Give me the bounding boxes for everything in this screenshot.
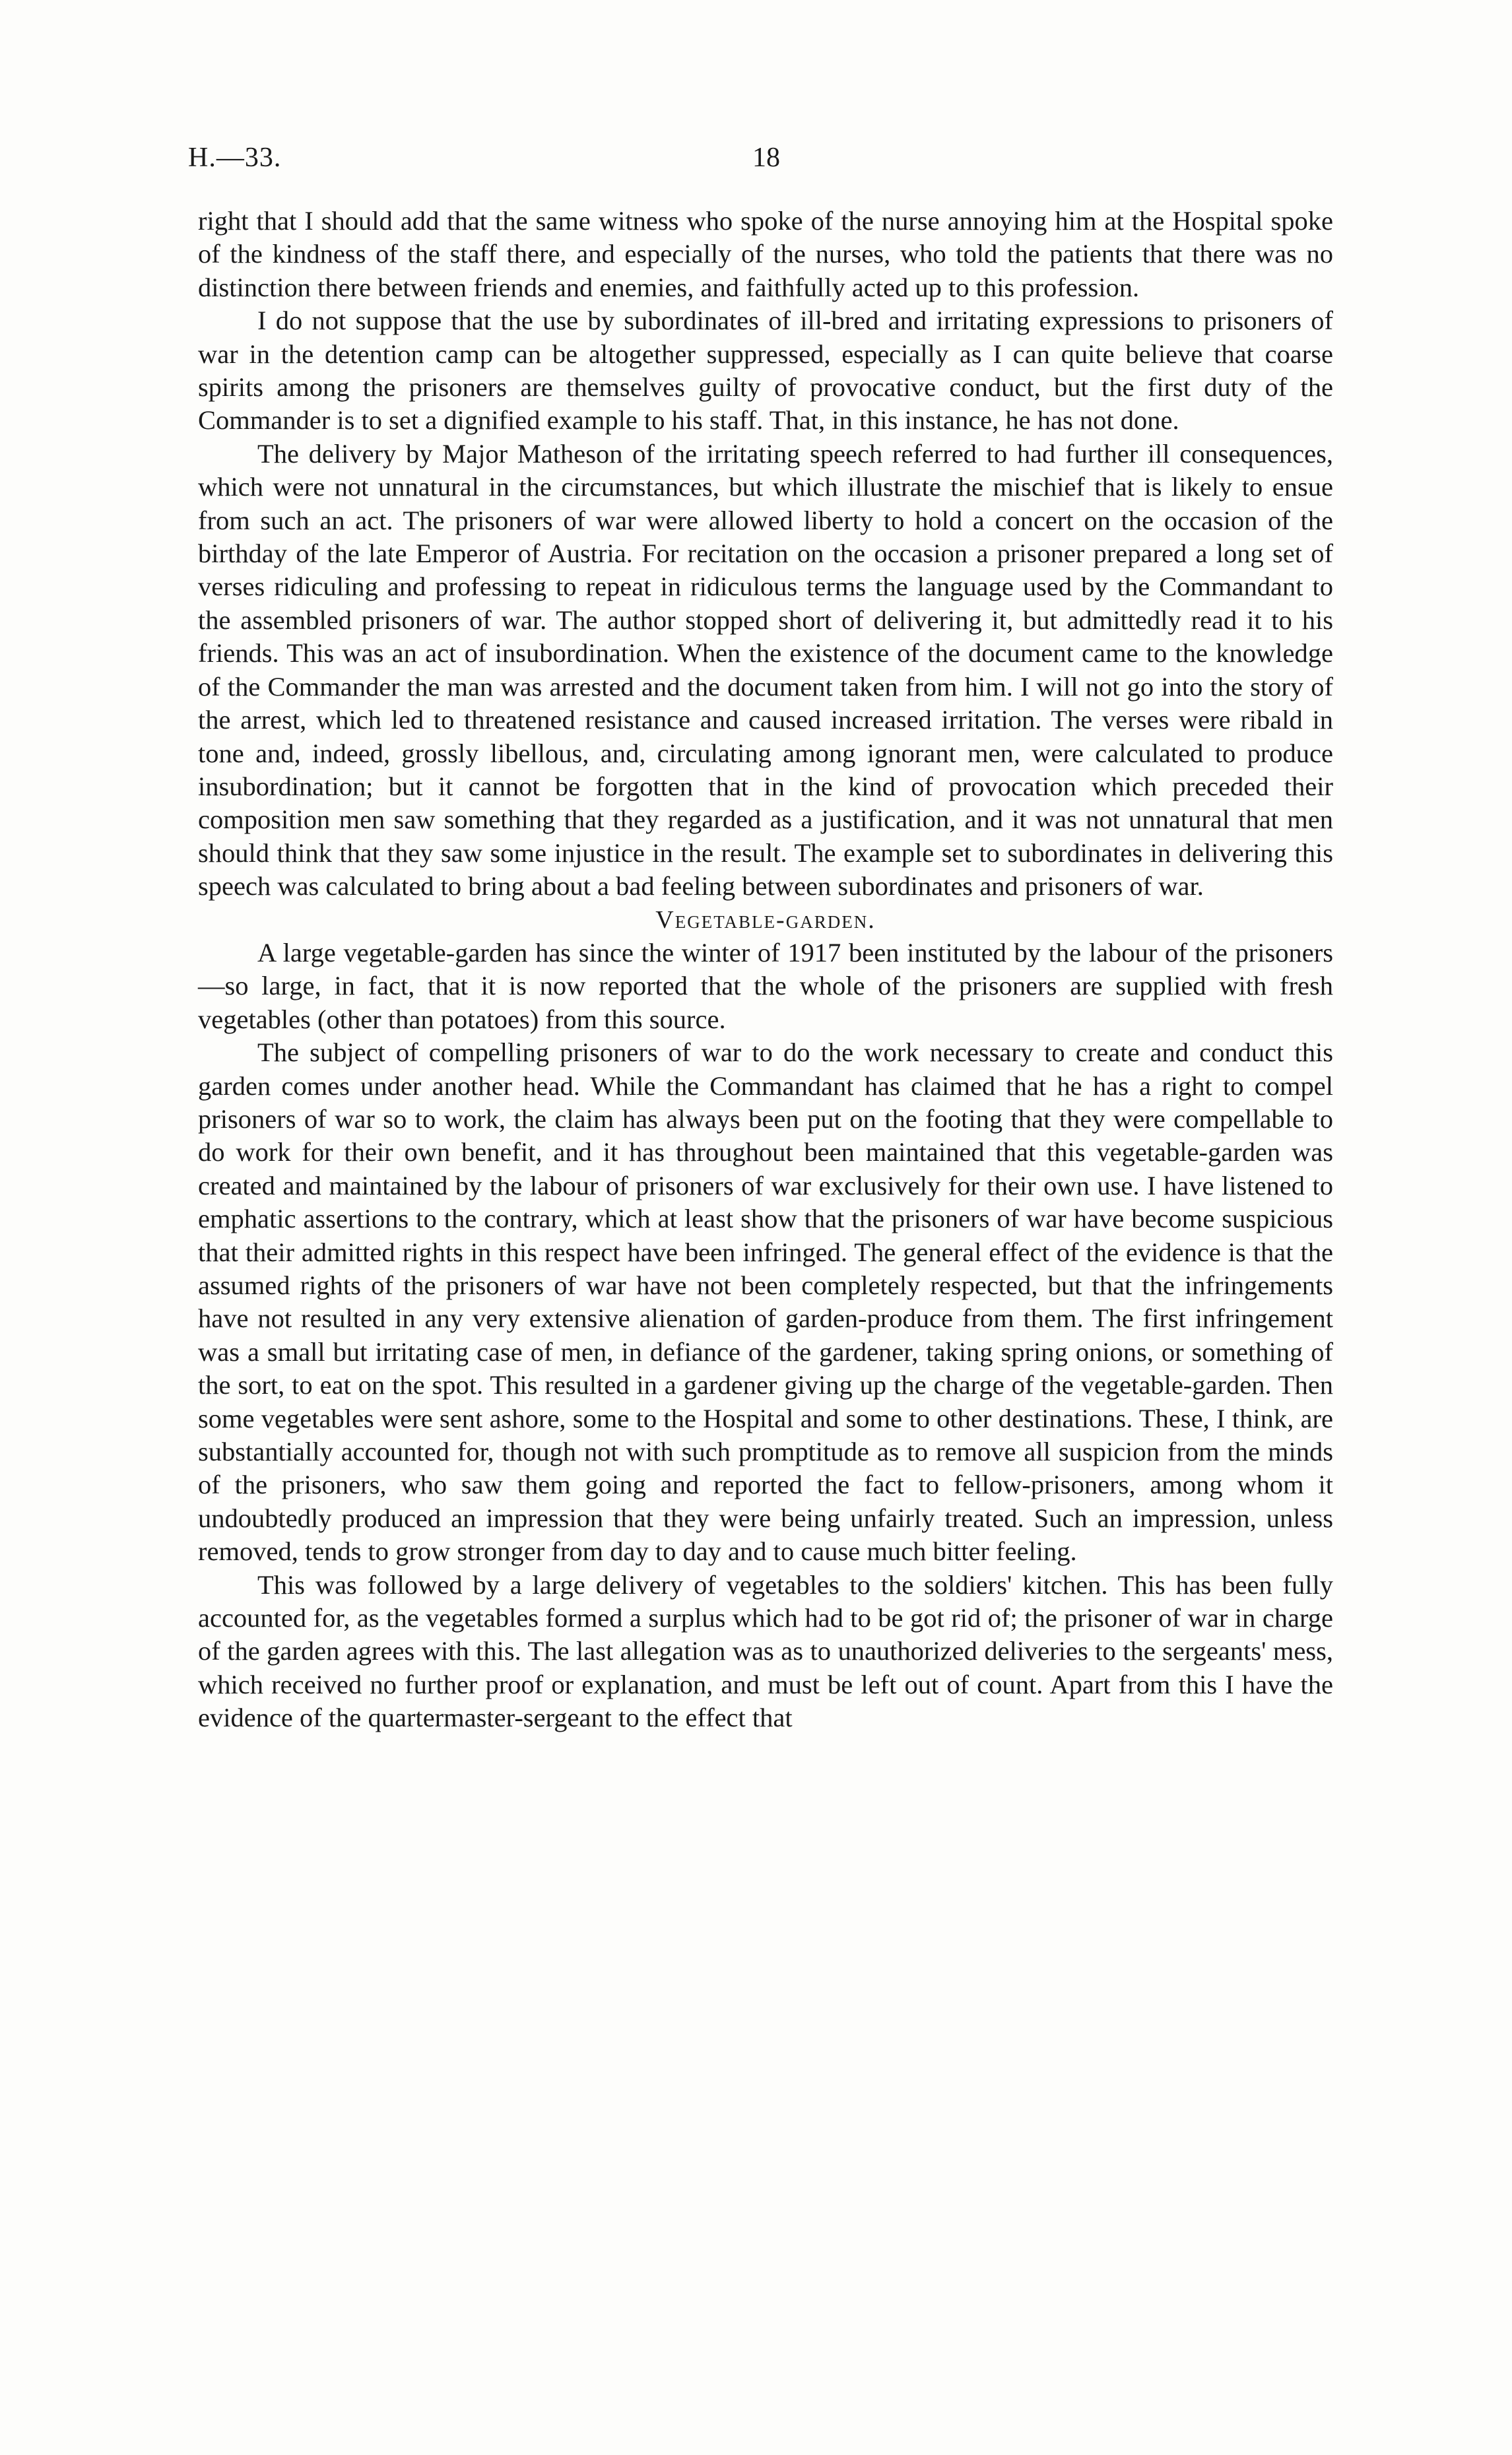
section-heading: Vegetable-garden. [655,905,876,934]
page-header [188,142,1340,181]
paragraph: The subject of compelling prisoners of war to do the work necessary to create and conduct this garden comes under another head. While the Commandant has claimed that he has a right to compel prisoners of war so to work, the claim has always been put on the footing that they were compellable to do work for their own benefit, and it has throughout been maintained that this vegetable-garden was created and maintained by the labour of prisoners of war exclusively for their own use. I have listened to emphatic assertions to the contrary, which at least show that the prisoners of war have become suspicious that their admitted rights in this respect have been infringed. The general effect of the evidence is that the assumed rights of the prisoners of war have not been completely respected, but that the infringements have not resulted in any very extensive alienation of garden-produce from them. The first infringement was a small but irritating case of men, in defiance of the gardener, taking spring onions, or something of the sort, to eat on the spot. This resulted in a gardener giving up the charge of the vegetable-garden. Then some vegetables were sent ashore, some to the Hospital and some to other destinations. These, I think, are substantially accounted for, though not with such promptitude as to remove all suspicion from the minds of the prisoners, who saw them going and reported the fact to fellow-prisoners, among whom it undoubtedly produced an impression that they were being unfairly treated. Such an impression, unless removed, tends to grow stronger from day to day and to cause much bitter feeling. [198,1037,1333,1567]
document-code: H.—33. [188,143,282,173]
paragraph: A large vegetable-garden has since the winter of 1917 been instituted by the labour of the prisoners—so large, in fact, that it is now reported that the whole of the prisoners are supplied with fresh vegetables (other than potatoes) from this source. [198,937,1333,1034]
paragraph: I do not suppose that the use by subordinates of ill-bred and irritating expressions to prisoners of war in the detention camp can be altogether suppressed, especially as I can quite believe that coarse spirits among the prisoners are themselves guilty of provocative conduct, but the first duty of the Commander is to set a dignified example to his staff. That, in this instance, he has not done. [198,306,1333,436]
body-text [198,205,1333,1735]
paragraph: This was followed by a large delivery of vegetables to the soldiers' kitchen. This has been fully accounted for, as the vegetables formed a surplus which had to be got rid of; the prisoner of war in charge of the garden agrees with this. The last allegation was as to unauthorized deliveries to the sergeants' mess, which received no further proof or explanation, and must be left out of count. Apart from this I have the evidence of the quartermaster-sergeant to the effect that [198,1569,1333,1733]
page-number: 18 [752,143,780,173]
paragraph: right that I should add that the same witness who spoke of the nurse annoying him at the Hospital spoke of the kindness of the staff there, and especially of the nurses, who told the patients that there was no distinction there between friends and enemies, and faithfully acted up to this profession. [198,206,1333,302]
paragraph: The delivery by Major Matheson of the irritating speech referred to had further ill consequences, which were not unnatural in the circumstances, but which illustrate the mischief that is likely to ensue from such an act. The prisoners of war were allowed liberty to hold a concert on the occasion of the birthday of the late Emperor of Austria. For recitation on the occasion a prisoner prepared a long set of verses ridiculing and professing to repeat in ridiculous terms the language used by the Commandant to the assembled prisoners of war. The author stopped short of delivering it, but admittedly read it to his friends. This was an act of insubordination. When the existence of the document came to the knowledge of the Commander the man was arrested and the document taken from him. I will not go into the story of the arrest, which led to threatened resistance and caused increased irritation. The verses were ribald in tone and, indeed, grossly libellous, and, circulating among ignorant men, were calculated to produce insubordination; but it cannot be forgotten that in the kind of provocation which preceded their composition men saw something that they regarded as a justification, and it was not unnatural that men should think that they saw some injustice in the result. The example set to subordinates in delivering this speech was calculated to bring about a bad feeling between subordinates and prisoners of war. [198,438,1333,901]
